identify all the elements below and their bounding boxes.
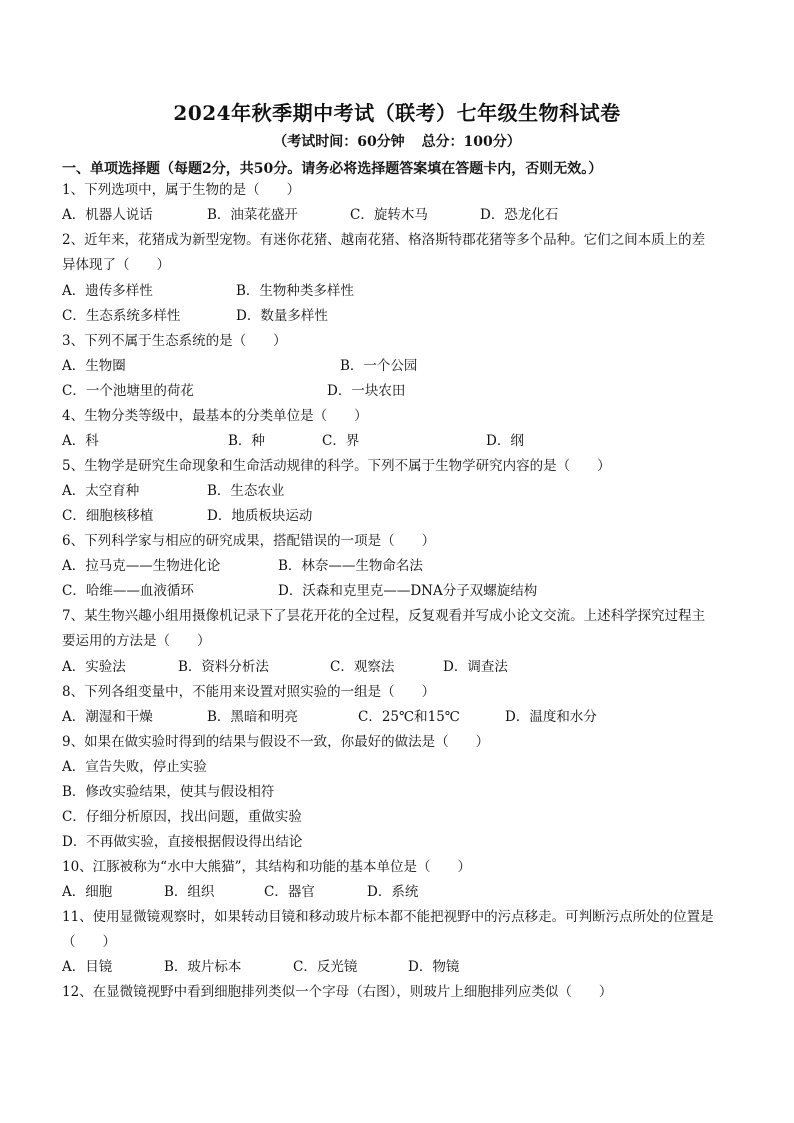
question-3-stem: 3、下列不属于生态系统的是（ ） [62,333,287,349]
question-6-option-a: A．拉马克——生物进化论 [62,558,221,574]
question-11-stem-line2: （ ） [62,934,116,950]
question-4-stem: 4、生物分类等级中，最基本的分类单位是（ ） [62,408,368,424]
question-12-stem: 12、在显微镜视野中看到细胞排列类似一个字母（右图），则玻片上细胞排列应类似（ ） [62,984,613,1000]
question-6-stem: 6、下列科学家与相应的研究成果，搭配错误的一项是（ ） [62,533,436,549]
question-7-stem-line2: 要运用的方法是（ ） [62,633,211,649]
question-5-option-a: A．太空育种 [62,483,140,499]
question-10-stem: 10、江豚被称为“水中大熊猫”，其结构和功能的基本单位是（ ） [62,859,471,875]
question-3-option-c: C．一个池塘里的荷花 [62,383,194,399]
question-9-option-d: D．不再做实验，直接根据假设得出结论 [62,834,303,850]
question-10-option-d: D．系统 [367,884,419,900]
question-8-option-c: C．25℃和15℃ [358,709,460,725]
question-1-stem: 1、下列选项中，属于生物的是（ ） [62,182,301,198]
question-5-option-d: D．地质板块运动 [207,508,313,524]
question-9-option-c: C．仔细分析原因，找出问题，重做实验 [62,809,302,825]
question-7-option-c: C．观察法 [330,659,395,675]
question-3-option-d: D．一块农田 [327,383,406,399]
question-7-stem-line1: 7、某生物兴趣小组用摄像机记录下了昙花开花的全过程，反复观看并写成小论文交流。上述科学探究过程主 [62,608,706,624]
question-2-option-b: B．生物种类多样性 [236,283,354,299]
question-11-option-c: C．反光镜 [293,959,358,975]
question-4-option-d: D．纲 [486,433,524,449]
question-7-option-d: D．调查法 [443,659,508,675]
exam-subtitle [0,131,794,151]
question-10-option-c: C．器官 [264,884,315,900]
question-1-option-d: D．恐龙化石 [480,207,559,223]
question-2-stem-line2: 异体现了（ ） [62,257,170,273]
question-2-option-d: D．数量多样性 [236,308,328,324]
question-1-option-a: A．机器人说话 [62,207,153,223]
question-4-option-b: B．种 [228,433,265,449]
question-11-option-a: A．目镜 [62,959,113,975]
question-5-stem: 5、生物学是研究生命现象和生命活动规律的科学。下列不属于生物学研究内容的是（ ） [62,458,611,474]
question-10-option-b: B．组织 [164,884,215,900]
question-4-option-c: C．界 [322,433,360,449]
question-7-option-b: B．资料分析法 [178,659,269,675]
question-10-option-a: A．细胞 [62,884,113,900]
question-2-stem-line1: 2、近年来，花猪成为新型宠物。有迷你花猪、越南花猪、格洛斯特郡花猪等多个品种。它们之间本质上的差 [62,232,706,248]
question-9-option-b: B．修改实验结果，使其与假设相符 [62,784,275,800]
question-1-option-b: B．油菜花盛开 [207,207,298,223]
question-4-option-a: A．科 [62,433,99,449]
question-3-option-b: B．一个公园 [340,358,418,374]
question-6-option-b: B．林奈——生物命名法 [278,558,423,574]
question-6-option-d: D．沃森和克里克——DNA分子双螺旋结构 [278,583,538,599]
exam-time: （考试时间：60分钟 [273,134,405,150]
question-9-stem: 9、如果在做实验时得到的结果与假设不一致，你最好的做法是（ ） [62,734,490,750]
question-8-option-a: A．潮湿和干燥 [62,709,153,725]
exam-title: 2024年秋季期中考试（联考）七年级生物科试卷 [173,101,621,125]
question-8-option-b: B．黑暗和明亮 [207,709,298,725]
question-7-option-a: A．实验法 [62,659,126,675]
question-2-option-c: C．生态系统多样性 [62,308,181,324]
question-11-stem-line1: 11、使用显微镜观察时，如果转动目镜和移动玻片标本都不能把视野中的污点移走。可判断污点所处的位置是 [62,909,714,925]
question-5-option-b: B．生态农业 [207,483,285,499]
question-8-stem: 8、下列各组变量中，不能用来设置对照实验的一组是（ ） [62,684,436,700]
question-6-option-c: C．哈维——血液循环 [62,583,194,599]
question-2-option-a: A．遗传多样性 [62,283,153,299]
exam-total-score: 总分：100分） [421,134,521,150]
question-1-option-c: C．旋转木马 [350,207,428,223]
question-8-option-d: D．温度和水分 [505,709,597,725]
question-11-option-d: D．物镜 [408,959,460,975]
question-5-option-c: C．细胞核移植 [62,508,154,524]
section-heading: 一、单项选择题（每题2分，共50分。请务必将选择题答案填在答题卡内，否则无效。） [62,161,603,177]
question-9-option-a: A．宣告失败，停止实验 [62,759,207,775]
question-3-option-a: A．生物圈 [62,358,126,374]
question-11-option-b: B．玻片标本 [164,959,242,975]
